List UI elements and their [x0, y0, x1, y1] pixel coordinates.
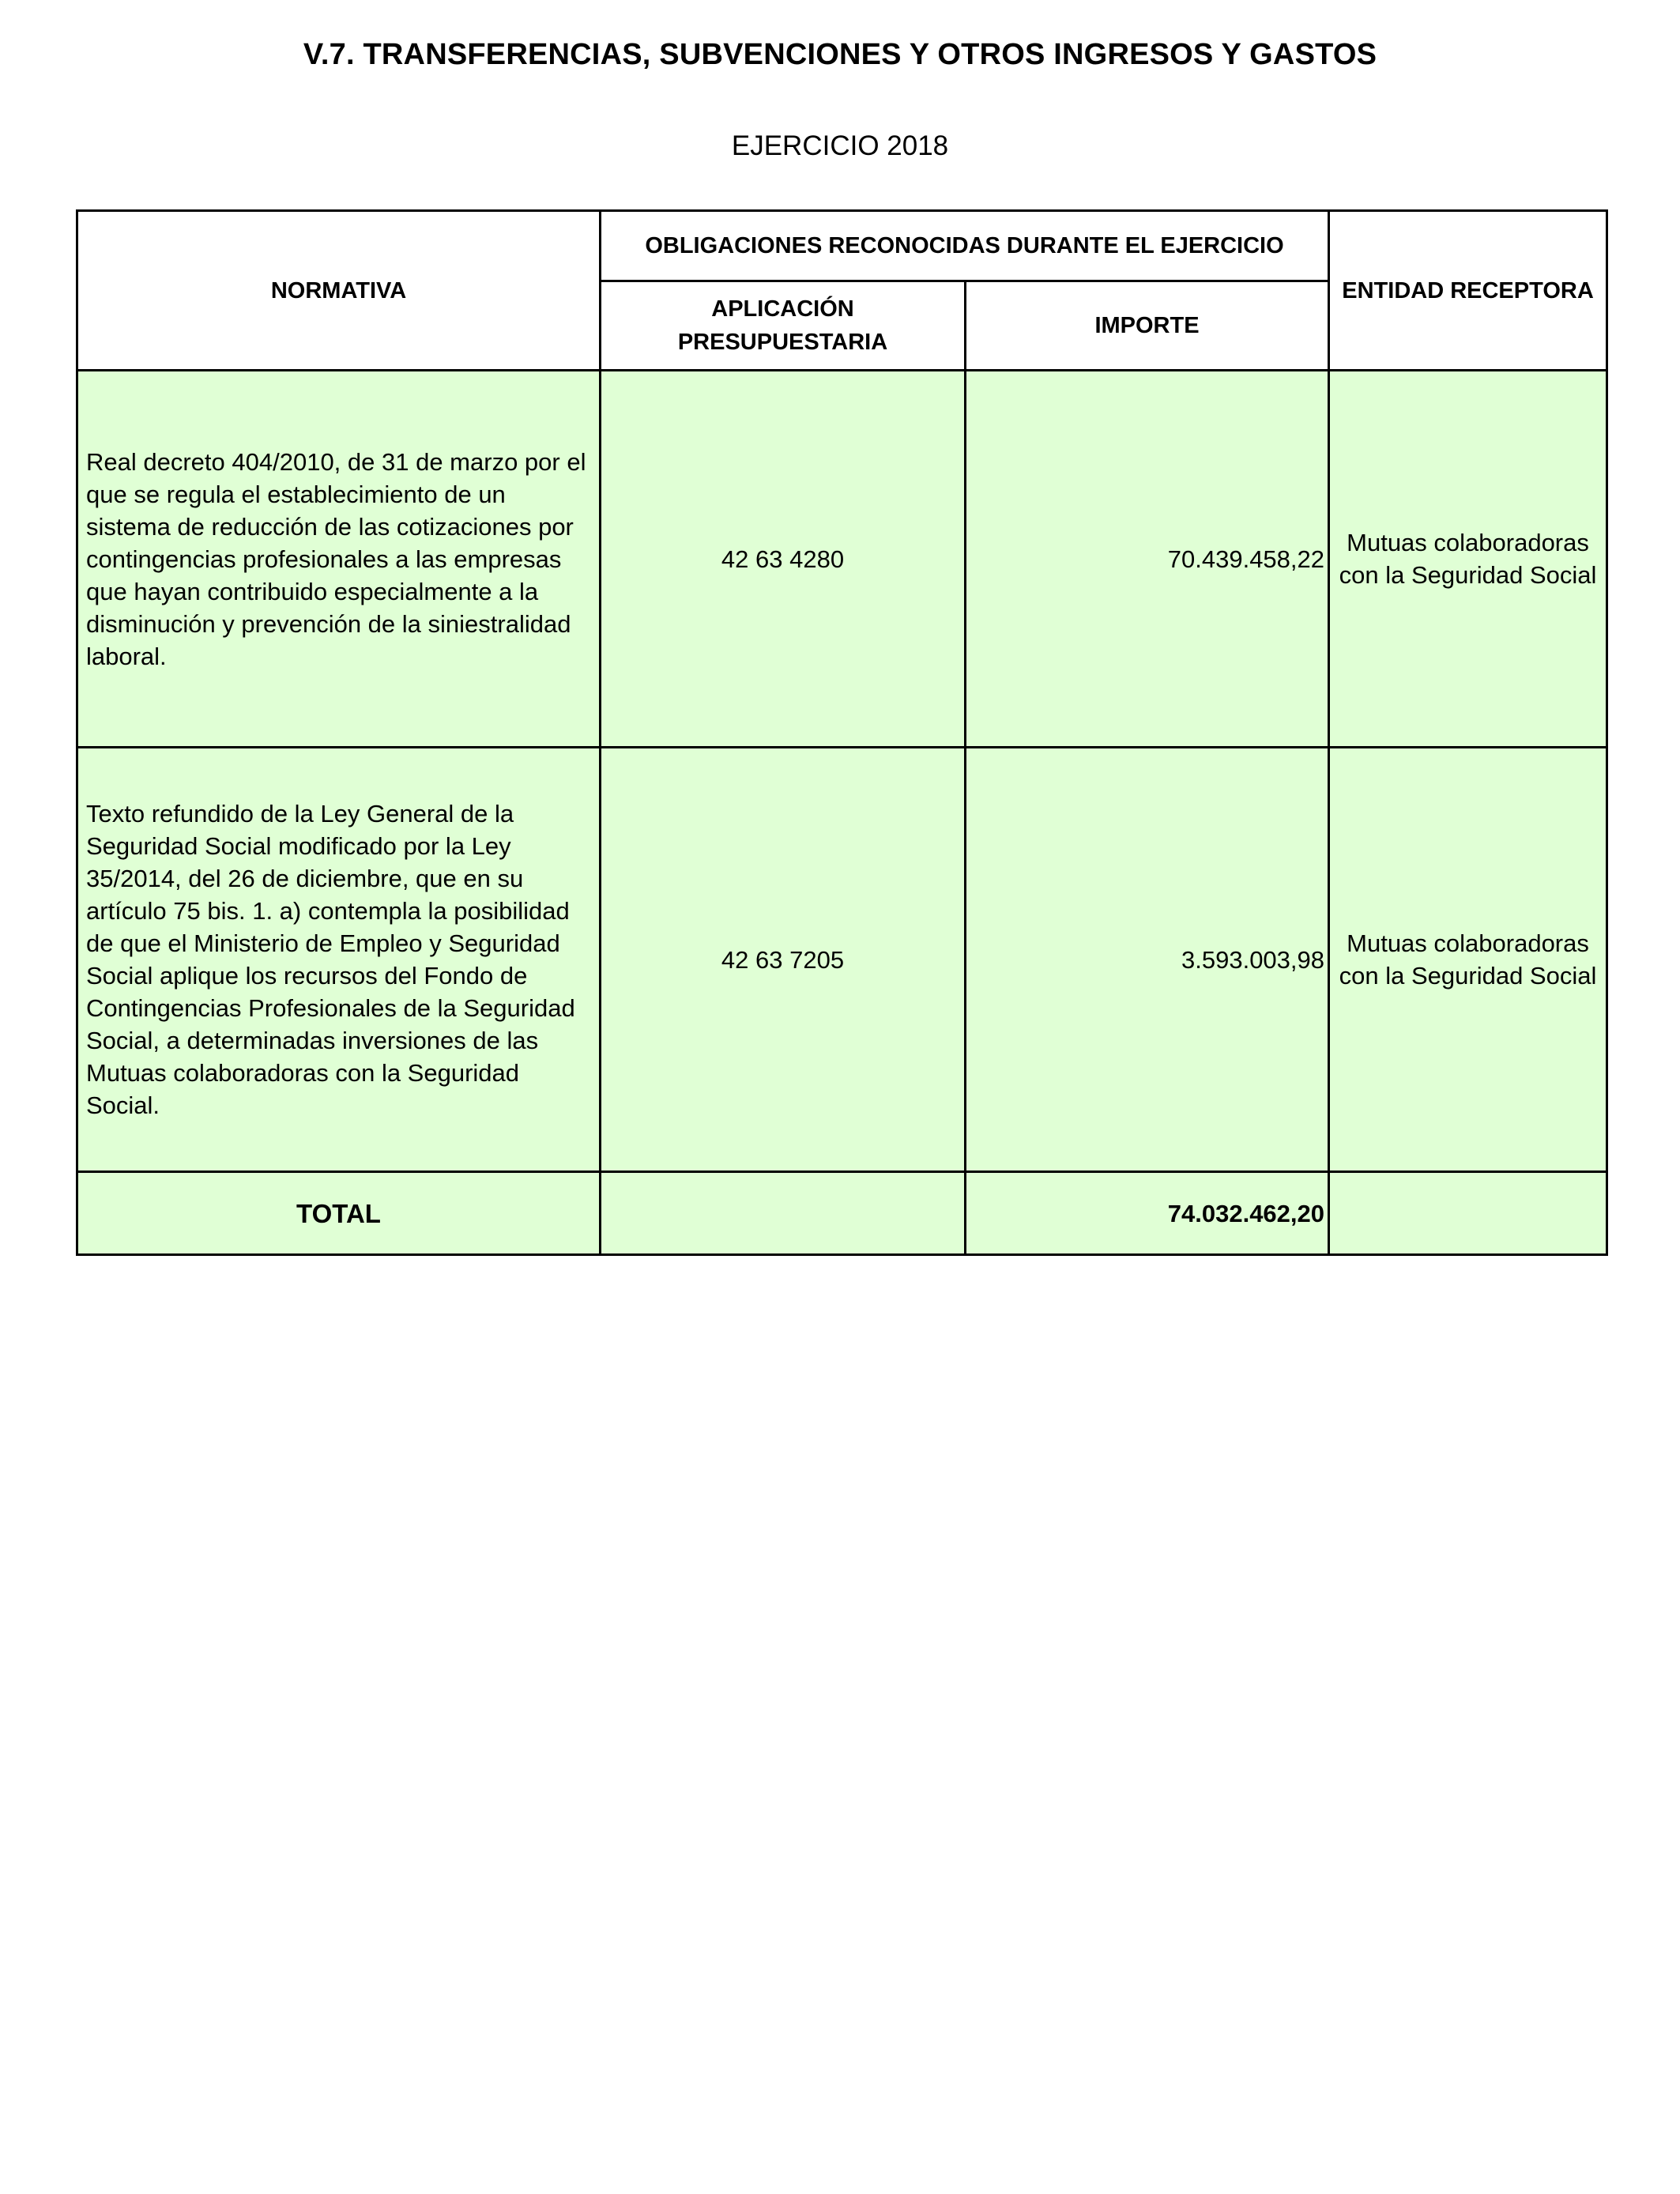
header-importe: IMPORTE — [966, 281, 1329, 371]
page-title: V.7. TRANSFERENCIAS, SUBVENCIONES Y OTROS INGRESOS Y GASTOS — [303, 38, 1377, 71]
header-entidad: ENTIDAD RECEPTORA — [1329, 211, 1607, 371]
row-1-normativa: Real decreto 404/2010, de 31 de marzo por el que se regula el establecimiento de un sistema de reducción de las cotizaciones por contingencias profesionales a las empresas que hayan contribuido especialmente a la disminución y prevención de la siniestralidad laboral. — [77, 371, 601, 748]
table-row — [77, 371, 1607, 748]
total-importe: 74.032.462,20 — [966, 1172, 1329, 1255]
table-row — [77, 748, 1607, 1172]
row-2-importe: 3.593.003,98 — [966, 748, 1329, 1172]
total-entidad — [1329, 1172, 1607, 1255]
transfers-table — [76, 209, 1608, 1256]
row-2-entidad: Mutuas colaboradoras con la Seguridad Social — [1329, 748, 1607, 1172]
row-1-importe: 70.439.458,22 — [966, 371, 1329, 748]
header-normativa: NORMATIVA — [77, 211, 601, 371]
row-1-entidad: Mutuas colaboradoras con la Seguridad Social — [1329, 371, 1607, 748]
page-subtitle: EJERCICIO 2018 — [731, 130, 949, 161]
table-header-row — [77, 211, 1607, 281]
row-2-normativa: Texto refundido de la Ley General de la Seguridad Social modificado por la Ley 35/2014, del 26 de diciembre, que en su artículo 75 bis. 1. a) contempla la posibilidad de que el Ministerio de Empleo y Seguridad Social aplique los recursos del Fondo de Contingencias Profesionales de la Seguridad Social, a determinadas inversiones de las Mutuas colaboradoras con la Seguridad Social. — [77, 748, 601, 1172]
row-1-aplicacion: 42 63 4280 — [601, 371, 966, 748]
row-2-aplicacion: 42 63 7205 — [601, 748, 966, 1172]
total-label: TOTAL — [77, 1172, 601, 1255]
total-aplicacion — [601, 1172, 966, 1255]
table-total-row — [77, 1172, 1607, 1255]
header-obligaciones: OBLIGACIONES RECONOCIDAS DURANTE EL EJERCICIO — [601, 211, 1329, 281]
header-aplicacion: APLICACIÓN PRESUPUESTARIA — [601, 281, 966, 371]
